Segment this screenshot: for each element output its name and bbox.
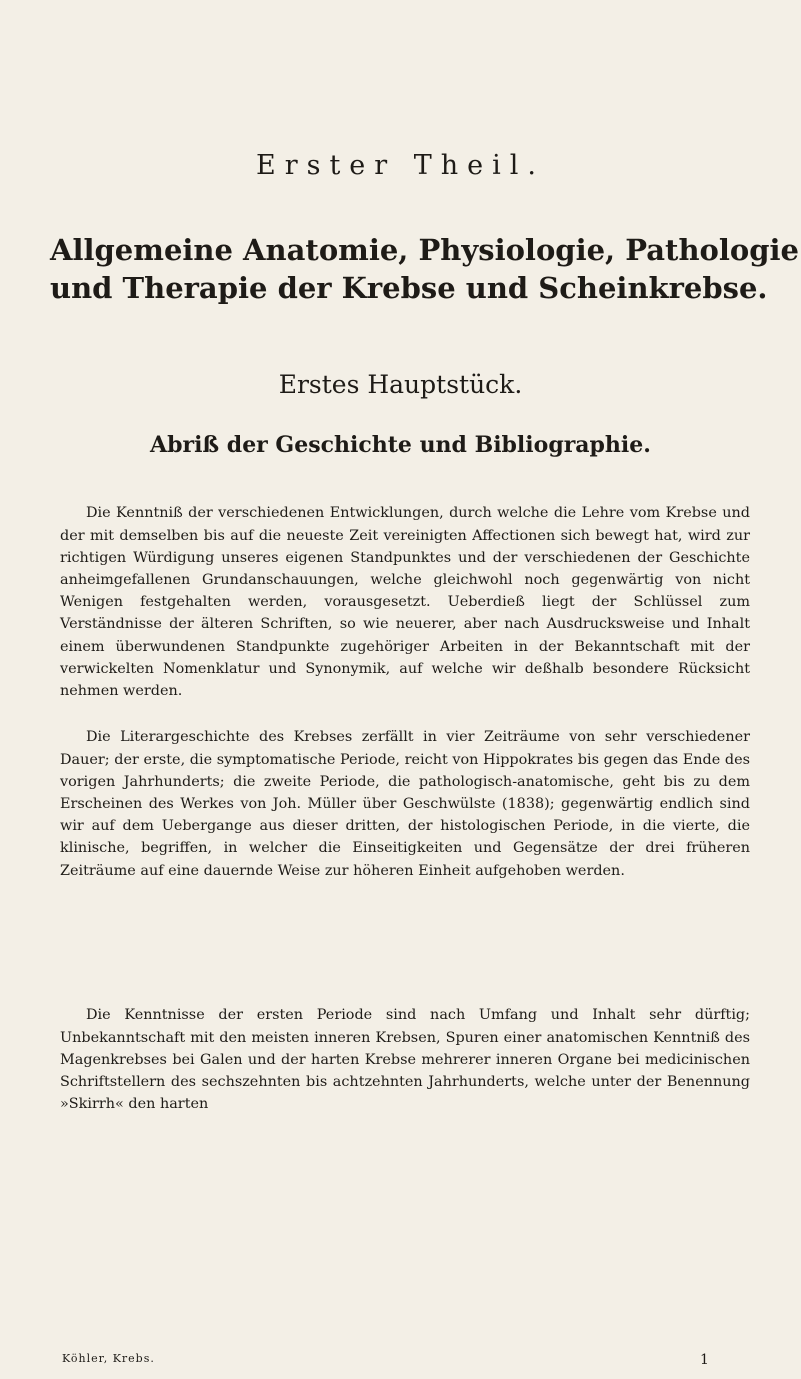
section-subtitle: Abriß der Geschichte und Bibliographie. bbox=[150, 432, 651, 458]
main-title-line-2: und Therapie der Krebse und Scheinkrebse. bbox=[50, 270, 768, 305]
part-heading: Erster Theil. bbox=[255, 150, 546, 181]
page-number: 1 bbox=[700, 1352, 709, 1368]
section-heading: Erstes Hauptstück. bbox=[278, 370, 523, 399]
main-title bbox=[50, 232, 799, 307]
paragraph-3: Die Kenntnisse der ersten Periode sind nach Umfang und Inhalt sehr dürftig; Unbekanntschaft mit den meisten inneren Krebsen, Spuren einer anatomischen Kenntniß des Magenkrebses bei Galen und der harten Krebse mehrerer inneren Organe bei medicinischen Schriftstellern des sechszehnten bis achtzehnten Jahrhunderts, welche unter der Benennung »Skirrh« den harten bbox=[60, 1007, 750, 1113]
paragraph-1: Die Kenntniß der verschiedenen Entwicklungen, durch welche die Lehre vom Krebse und der mit demselben bis auf die neueste Zeit vereinigten Affectionen sich bewegt hat, wird zur richtigen Würdigung unseres eigenen Standpunktes und der verschiedenen der Geschichte anheimgefallenen Grundanschauungen, welche gleichwohl noch gegenwärtig von nicht Wenigen festgehalten werden, vorausgesetzt. Ueberdieß liegt der Schlüssel zum Verständnisse der älteren Schriften, so wie neuerer, aber nach Ausdrucksweise und Inhalt einem überwundenen Standpunkte zugehöriger Arbeiten in der Bekanntschaft mit der verwickelten Nomenklatur und Synonymik, auf welche wir deßhalb besondere Rücksicht nehmen werden. bbox=[60, 505, 750, 700]
main-title-line-1: Allgemeine Anatomie, Physiologie, Pathologie bbox=[50, 233, 799, 267]
footer-signature: Köhler, Krebs. bbox=[62, 1352, 155, 1365]
paragraph-2: Die Literargeschichte des Krebses zerfällt in vier Zeiträume von sehr verschiedener Dauer; der erste, die symptomatische Periode, reicht von Hippokrates bis gegen das Ende des vorigen Jahrhunderts; die zweite Periode, die pathologisch-anatomische, geht bis zu dem Erscheinen des Werkes von Joh. Müller über Geschwülste (1838); gegenwärtig endlich sind wir auf dem Uebergange aus dieser dritten, der histologischen Periode, in die vierte, die klinische, begriffen, in welcher die Einseitigkeiten und Gegensätze der drei früheren Zeiträume auf eine dauernde Weise zur höheren Einheit aufgehoben werden. bbox=[60, 729, 750, 879]
